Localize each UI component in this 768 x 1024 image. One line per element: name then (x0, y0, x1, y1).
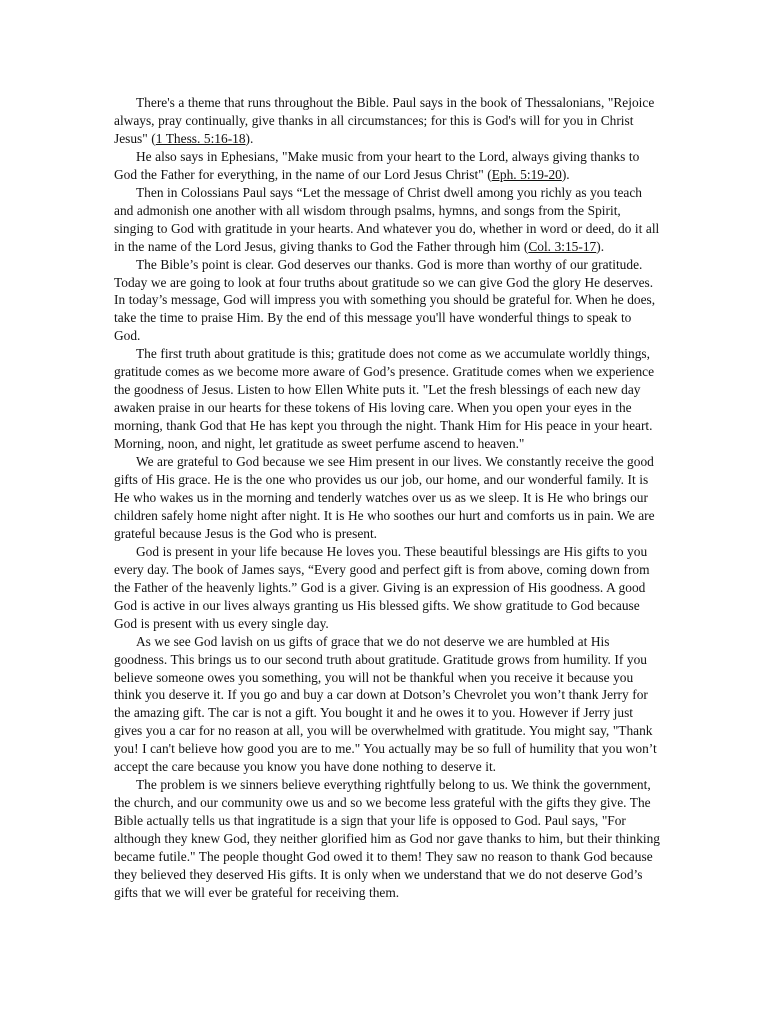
paragraph-second-truth: As we see God lavish on us gifts of grace that we do not deserve we are humbled at His goodness. This brings us to our second truth about gratitude. Gratitude grows from humility. If you believe someone owes you something, you will not be thankful when you receive it because you think you deserve it. If you go and buy a car down at Dotson’s Chevrolet you won’t thank Jerry for the amazing gift. The car is not a gift. You bought it and he owes it to you. However if Jerry just gives you a car for no reason at all, you will be overwhelmed with gratitude. You might say, "Thank you! I can't believe how good you are to me." You actually may be so full of humility that you won’t accept the care because you know you have done nothing to deserve it. (114, 633, 657, 775)
paragraph-ephesians: He also says in Ephesians, "Make music from your heart to the Lord, always giving thanks to God the Father for everything, in the name of our Lord Jesus Christ" (Eph. 5:19-20). (114, 148, 640, 182)
scripture-reference-ephesians[interactable]: Eph. 5:19-20 (491, 166, 562, 182)
paragraph-grateful-presence: We are grateful to God because we see Him present in our lives. We constantly receive the good gifts of His grace. He is the one who provides us our job, our home, and our wonderful family. It is He who wakes us in the morning and tenderly watches over us as we sleep. It is He who brings our children safely home night after night. It is He who soothes our hurt and comforts us in pain. We are grateful because Jesus is the God who is present. (114, 454, 655, 541)
scripture-reference-colossians[interactable]: Col. 3:15-17 (528, 238, 597, 254)
paragraph-thessalonians: There's a theme that runs throughout the Bible. Paul says in the book of Thessalonians, "Rejoice always, pray continually, give thanks in all circumstances; for this is God's will for you in Christ Jesus" (1 Thess. 5:16-18). (114, 95, 655, 146)
paragraph-ingratitude: The problem is we sinners believe everything rightfully belong to us. We think the government, the church, and our community owe us and so we become less grateful with the gifts they give. The Bible actually tells us that ingratitude is a sign that your life is opposed to God. Paul says, "For although they knew God, they neither glorified him as God nor gave thanks to him, but their thinking became futile." The people thought God owed it to them! They saw no reason to thank God because they believed they deserved His gifts. It is only when we understand that we do not deserve God’s gifts that we will ever be grateful for receiving them. (114, 777, 660, 900)
scripture-reference-thessalonians[interactable]: 1 Thess. 5:16-18 (155, 130, 246, 146)
paragraph-god-present: God is present in your life because He loves you. These beautiful blessings are His gifts to you every day. The book of James says, “Every good and perfect gift is from above, coming down from the Father of the heavenly lights.” God is a giver. Giving is an expression of His goodness. A good God is active in our lives always granting us His blessed gifts. We show gratitude to God because God is present with us every single day. (114, 543, 650, 631)
paragraph-colossians: Then in Colossians Paul says “Let the message of Christ dwell among you richly as you teach and admonish one another with all wisdom through psalms, hymns, and songs from the Spirit, singing to God with gratitude in your hearts. And whatever you do, whether in word or deed, do it all in the name of the Lord Jesus, giving thanks to God the Father through him (Col. 3:15-17). (114, 184, 660, 254)
paragraph-bibles-point: The Bible’s point is clear. God deserves our thanks. God is more than worthy of our gratitude. Today we are going to look at four truths about gratitude so we can give God the glory He deserves. In today’s message, God will impress you with something you should be grateful for. When he does, take the time to praise Him. By the end of this message you'll have wonderful things to speak to God. (114, 256, 656, 344)
paragraph-first-truth: The first truth about gratitude is this; gratitude does not come as we accumulate worldly things, gratitude comes as we become more aware of God’s presence. Gratitude comes when we experience the goodness of Jesus. Listen to how Ellen White puts it. "Let the fresh blessings of each new day awaken praise in our hearts for these tokens of His loving care. When you open your eyes in the morning, thank God that He has kept you through the night. Thank Him for His peace in your heart. Morning, noon, and night, let gratitude as sweet perfume ascend to heaven." (114, 346, 655, 452)
